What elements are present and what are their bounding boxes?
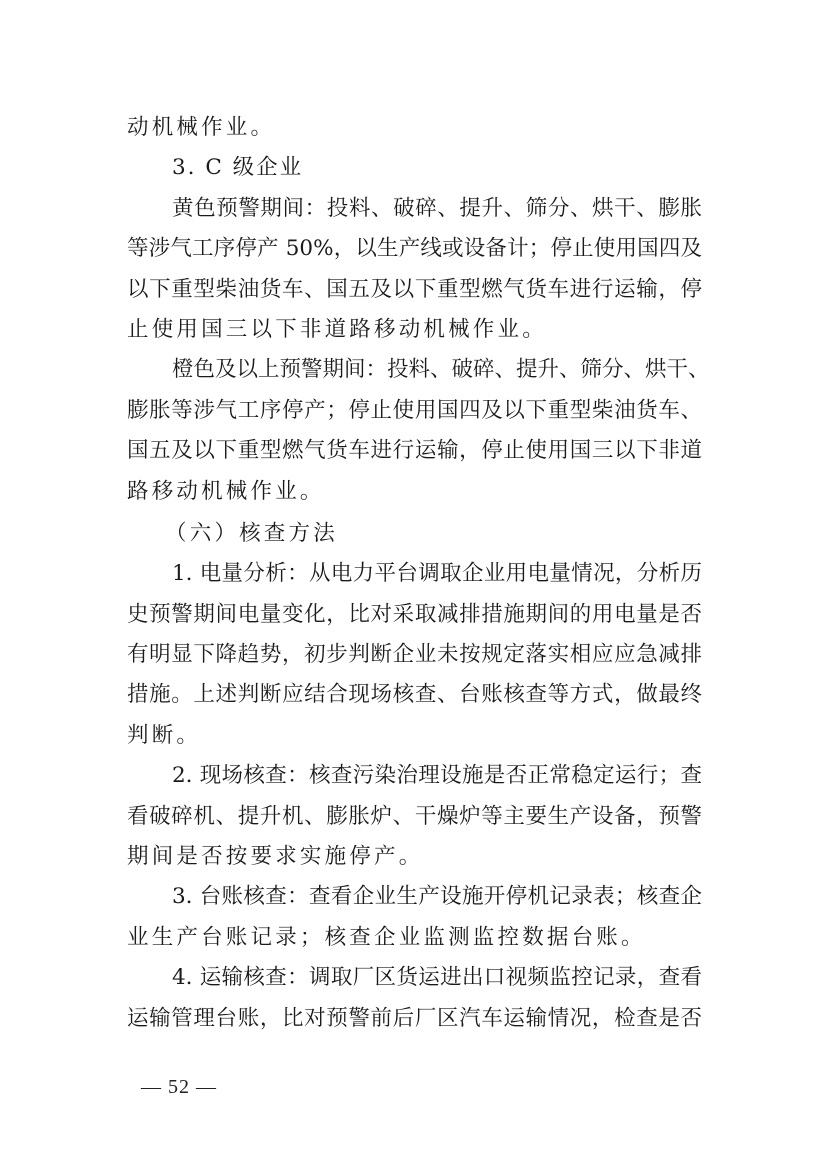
- subheading-c-level-enterprise: [127, 148, 702, 188]
- text-line: 业生产台账记录；核查企业监测监控数据台账。: [127, 924, 646, 950]
- text-line: 期间是否按要求实施停产。: [127, 844, 424, 870]
- section-heading-text: （六）核查方法: [165, 520, 338, 546]
- text-line: 国五及以下重型燃气货车进行运输，停止使用国三以下非道: [127, 438, 702, 464]
- text-line: 措施。上述判断应结合现场核查、台账核查等方式，做最终: [127, 682, 702, 708]
- paragraph-transport-inspection: [127, 958, 702, 1039]
- text-line: 2. 现场核查：核查污染治理设施是否正常稳定运行；查: [172, 763, 702, 789]
- text-line: 等涉气工序停产 50%，以生产线或设备计；停止使用国四及: [127, 236, 702, 262]
- section-heading-verification-methods: [127, 514, 702, 554]
- paragraph-yellow-alert: [127, 189, 702, 351]
- text-line: 看破碎机、提升机、膨胀炉、干燥炉等主要生产设备，预警: [127, 803, 702, 829]
- text-line: 黄色预警期间：投料、破碎、提升、筛分、烘干、膨胀: [172, 195, 702, 221]
- subheading-text: 3. C 级企业: [172, 155, 304, 181]
- paragraph-orange-alert: [127, 350, 710, 512]
- text-line: 1. 电量分析：从电力平台调取企业用电量情况，分析历: [172, 561, 702, 587]
- text-line: 以下重型柴油货车、国五及以下重型燃气货车进行运输，停: [127, 276, 702, 302]
- text-line: 止使用国三以下非道路移动机械作业。: [127, 316, 547, 342]
- paragraph-electricity-analysis: [127, 554, 702, 756]
- text-line: 有明显下降趋势，初步判断企业未按规定落实相应应急减排: [127, 642, 702, 668]
- paragraph-continuation: [127, 108, 702, 148]
- text-line: 4. 运输核查：调取厂区货运进出口视频监控记录，查看: [172, 965, 702, 991]
- text-line: 运输管理台账，比对预警前后厂区汽车运输情况，检查是否: [127, 1005, 702, 1031]
- paragraph-ledger-inspection: [127, 877, 702, 958]
- text-line: 膨胀等涉气工序停产；停止使用国四及以下重型柴油货车、: [127, 397, 702, 423]
- text-line: 动机械作业。: [127, 115, 276, 140]
- page-number: — 52 —: [141, 1076, 217, 1098]
- text-line: 橙色及以上预警期间：投料、破碎、提升、筛分、烘干、: [172, 357, 710, 383]
- text-line: 史预警期间电量变化，比对采取减排措施期间的用电量是否: [127, 601, 702, 627]
- text-line: 路移动机械作业。: [127, 478, 325, 504]
- document-page: [127, 108, 710, 1039]
- text-line: 3. 台账核查：查看企业生产设施开停机记录表；核查企: [172, 884, 702, 910]
- paragraph-onsite-inspection: [127, 756, 702, 877]
- text-line: 判断。: [127, 722, 202, 748]
